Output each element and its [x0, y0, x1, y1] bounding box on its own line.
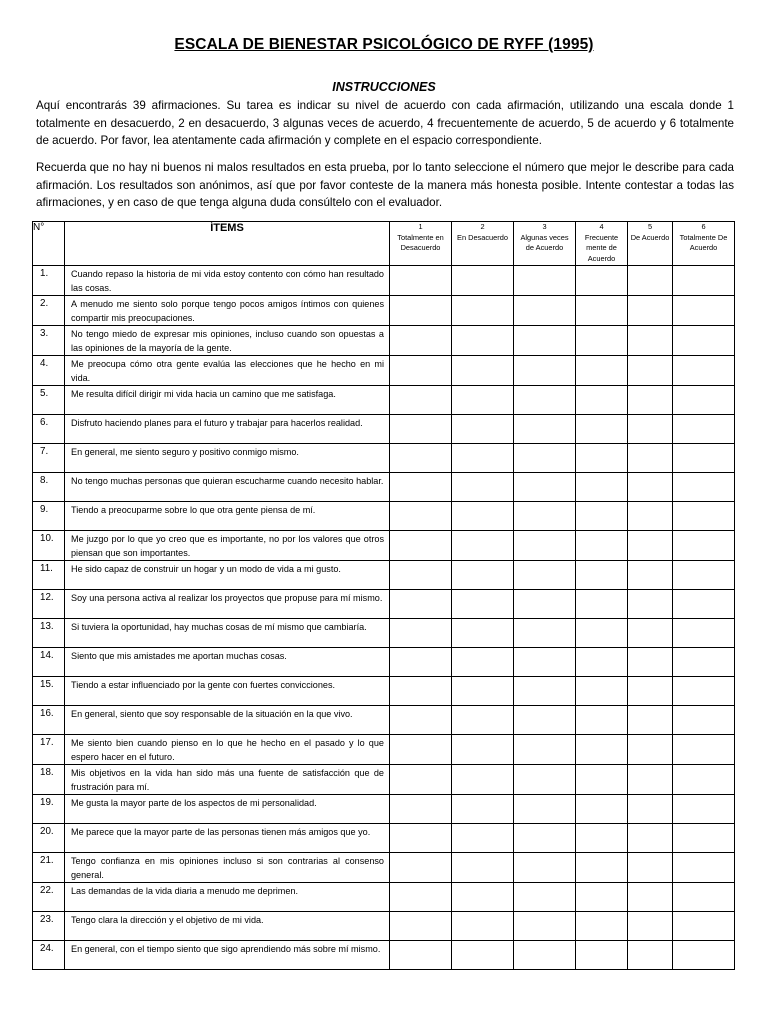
- response-cell-3[interactable]: [514, 619, 576, 648]
- item-number: 20.: [33, 824, 65, 853]
- response-cell-1[interactable]: [390, 941, 452, 970]
- response-cell-2[interactable]: [452, 386, 514, 415]
- table-row: [33, 590, 735, 619]
- response-cell-1[interactable]: [390, 266, 452, 296]
- scale-header-5: [628, 222, 673, 266]
- item-statement: Me parece que la mayor parte de las personas tienen más amigos que yo.: [65, 824, 390, 853]
- item-statement: Tengo clara la dirección y el objetivo de mi vida.: [65, 912, 390, 941]
- response-cell-1[interactable]: [390, 735, 452, 765]
- response-cell-6[interactable]: [673, 296, 735, 326]
- table-row: [33, 619, 735, 648]
- table-row: [33, 912, 735, 941]
- response-cell-1[interactable]: [390, 706, 452, 735]
- table-row: [33, 266, 735, 296]
- item-statement: Cuando repaso la historia de mi vida estoy contento con cómo han resultado las cosas.: [65, 266, 390, 296]
- response-cell-1[interactable]: [390, 296, 452, 326]
- table-row: [33, 824, 735, 853]
- response-cell-4[interactable]: [576, 326, 628, 356]
- table-row: [33, 765, 735, 795]
- response-cell-5[interactable]: [628, 883, 673, 912]
- response-cell-2[interactable]: [452, 296, 514, 326]
- response-cell-2[interactable]: [452, 824, 514, 853]
- table-row: [33, 502, 735, 531]
- questionnaire-table: [32, 221, 735, 970]
- response-cell-5[interactable]: [628, 619, 673, 648]
- response-cell-3[interactable]: [514, 590, 576, 619]
- response-cell-1[interactable]: [390, 648, 452, 677]
- response-cell-2[interactable]: [452, 619, 514, 648]
- response-cell-1[interactable]: [390, 502, 452, 531]
- response-cell-6[interactable]: [673, 266, 735, 296]
- response-cell-2[interactable]: [452, 795, 514, 824]
- response-cell-5[interactable]: [628, 912, 673, 941]
- response-cell-3[interactable]: [514, 648, 576, 677]
- item-number: 11.: [33, 561, 65, 590]
- item-statement: En general, con el tiempo siento que sigo aprendiendo más sobre mí mismo.: [65, 941, 390, 970]
- table-header-row: [33, 222, 735, 266]
- response-cell-5[interactable]: [628, 853, 673, 883]
- response-cell-4[interactable]: [576, 883, 628, 912]
- item-statement: Tiendo a estar influenciado por la gente con fuertes convicciones.: [65, 677, 390, 706]
- item-number: 8.: [33, 473, 65, 502]
- item-number: 4.: [33, 356, 65, 386]
- item-statement: No tengo muchas personas que quieran escucharme cuando necesito hablar.: [65, 473, 390, 502]
- response-cell-4[interactable]: [576, 795, 628, 824]
- response-cell-4[interactable]: [576, 386, 628, 415]
- scale-label: De Acuerdo: [630, 232, 670, 242]
- response-cell-6[interactable]: [673, 735, 735, 765]
- item-statement: En general, me siento seguro y positivo conmigo mismo.: [65, 444, 390, 473]
- response-cell-3[interactable]: [514, 706, 576, 735]
- response-cell-1[interactable]: [390, 912, 452, 941]
- response-cell-3[interactable]: [514, 296, 576, 326]
- response-cell-2[interactable]: [452, 444, 514, 473]
- item-statement: Siento que mis amistades me aportan muchas cosas.: [65, 648, 390, 677]
- table-row: [33, 531, 735, 561]
- response-cell-4[interactable]: [576, 561, 628, 590]
- response-cell-6[interactable]: [673, 619, 735, 648]
- response-cell-1[interactable]: [390, 386, 452, 415]
- item-number: 9.: [33, 502, 65, 531]
- item-number: 5.: [33, 386, 65, 415]
- response-cell-3[interactable]: [514, 677, 576, 706]
- item-number: 22.: [33, 883, 65, 912]
- response-cell-5[interactable]: [628, 677, 673, 706]
- response-cell-4[interactable]: [576, 502, 628, 531]
- item-number: 18.: [33, 765, 65, 795]
- response-cell-1[interactable]: [390, 883, 452, 912]
- response-cell-5[interactable]: [628, 735, 673, 765]
- response-cell-5[interactable]: [628, 502, 673, 531]
- item-number: 16.: [33, 706, 65, 735]
- table-row: [33, 386, 735, 415]
- response-cell-6[interactable]: [673, 765, 735, 795]
- scale-label: En Desacuerdo: [457, 232, 508, 242]
- item-statement: Disfruto haciendo planes para el futuro y trabajar para hacerlos realidad.: [65, 415, 390, 444]
- response-cell-2[interactable]: [452, 415, 514, 444]
- response-cell-6[interactable]: [673, 415, 735, 444]
- response-cell-4[interactable]: [576, 590, 628, 619]
- response-cell-2[interactable]: [452, 941, 514, 970]
- table-row: [33, 735, 735, 765]
- table-row: [33, 296, 735, 326]
- scale-header-6: [673, 222, 735, 266]
- response-cell-3[interactable]: [514, 502, 576, 531]
- response-cell-2[interactable]: [452, 706, 514, 735]
- response-cell-1[interactable]: [390, 824, 452, 853]
- item-statement: Soy una persona activa al realizar los proyectos que propuse para mí mismo.: [65, 590, 390, 619]
- response-cell-6[interactable]: [673, 444, 735, 473]
- scale-header-1: [390, 222, 452, 266]
- item-statement: En general, siento que soy responsable de la situación en la que vivo.: [65, 706, 390, 735]
- response-cell-6[interactable]: [673, 677, 735, 706]
- scale-number: 2: [480, 222, 485, 231]
- response-cell-4[interactable]: [576, 677, 628, 706]
- response-cell-2[interactable]: [452, 853, 514, 883]
- response-cell-6[interactable]: [673, 531, 735, 561]
- response-cell-1[interactable]: [390, 444, 452, 473]
- instructions-heading: INSTRUCCIONES: [332, 80, 436, 94]
- response-cell-1[interactable]: [390, 590, 452, 619]
- response-cell-6[interactable]: [673, 326, 735, 356]
- item-number: 15.: [33, 677, 65, 706]
- item-number: 23.: [33, 912, 65, 941]
- response-cell-3[interactable]: [514, 415, 576, 444]
- table-row: [33, 677, 735, 706]
- table-row: [33, 648, 735, 677]
- table-row: [33, 473, 735, 502]
- response-cell-1[interactable]: [390, 356, 452, 386]
- scale-header-4: [576, 222, 628, 266]
- item-number: 17.: [33, 735, 65, 765]
- item-statement: Me juzgo por lo que yo creo que es importante, no por los valores que otros piensan que son importantes.: [65, 531, 390, 561]
- response-cell-2[interactable]: [452, 677, 514, 706]
- response-cell-1[interactable]: [390, 415, 452, 444]
- response-cell-6[interactable]: [673, 795, 735, 824]
- item-statement: He sido capaz de construir un hogar y un modo de vida a mi gusto.: [65, 561, 390, 590]
- response-cell-6[interactable]: [673, 824, 735, 853]
- response-cell-5[interactable]: [628, 473, 673, 502]
- table-row: [33, 941, 735, 970]
- response-cell-6[interactable]: [673, 706, 735, 735]
- item-number: 1.: [33, 266, 65, 296]
- table-row: [33, 883, 735, 912]
- response-cell-1[interactable]: [390, 677, 452, 706]
- scale-number: 3: [542, 222, 547, 231]
- scale-label: Totalmente en Desacuerdo: [397, 232, 444, 252]
- response-cell-1[interactable]: [390, 473, 452, 502]
- response-cell-5[interactable]: [628, 444, 673, 473]
- response-cell-3[interactable]: [514, 795, 576, 824]
- scale-label: Algunas veces de Acuerdo: [520, 232, 569, 252]
- item-statement: Me resulta difícil dirigir mi vida hacia un camino que me satisfaga.: [65, 386, 390, 415]
- scale-number: 6: [701, 222, 706, 231]
- item-number: 19.: [33, 795, 65, 824]
- table-body: [33, 266, 735, 970]
- response-cell-3[interactable]: [514, 735, 576, 765]
- response-cell-6[interactable]: [673, 561, 735, 590]
- item-statement: No tengo miedo de expresar mis opiniones, incluso cuando son opuestas a las opiniones de la mayoría de la gente.: [65, 326, 390, 356]
- response-cell-5[interactable]: [628, 561, 673, 590]
- item-number: 21.: [33, 853, 65, 883]
- response-cell-2[interactable]: [452, 326, 514, 356]
- scale-number: 5: [647, 222, 653, 231]
- response-cell-2[interactable]: [452, 912, 514, 941]
- response-cell-1[interactable]: [390, 326, 452, 356]
- response-cell-5[interactable]: [628, 266, 673, 296]
- response-cell-4[interactable]: [576, 853, 628, 883]
- item-number: 14.: [33, 648, 65, 677]
- response-cell-4[interactable]: [576, 415, 628, 444]
- scale-number: 4: [599, 222, 604, 231]
- item-number: 2.: [33, 296, 65, 326]
- response-cell-4[interactable]: [576, 266, 628, 296]
- item-number: 10.: [33, 531, 65, 561]
- response-cell-6[interactable]: [673, 853, 735, 883]
- response-cell-2[interactable]: [452, 883, 514, 912]
- item-number: 24.: [33, 941, 65, 970]
- response-cell-4[interactable]: [576, 735, 628, 765]
- response-cell-4[interactable]: [576, 706, 628, 735]
- scale-label: Totalmente De Acuerdo: [679, 232, 728, 252]
- response-cell-4[interactable]: [576, 765, 628, 795]
- scale-number: 1: [418, 222, 423, 231]
- table-row: [33, 795, 735, 824]
- response-cell-4[interactable]: [576, 296, 628, 326]
- response-cell-4[interactable]: [576, 473, 628, 502]
- table-row: [33, 444, 735, 473]
- item-statement: Me gusta la mayor parte de los aspectos de mi personalidad.: [65, 795, 390, 824]
- response-cell-5[interactable]: [628, 531, 673, 561]
- item-number: 7.: [33, 444, 65, 473]
- response-cell-5[interactable]: [628, 356, 673, 386]
- response-cell-3[interactable]: [514, 765, 576, 795]
- response-cell-3[interactable]: [514, 473, 576, 502]
- response-cell-3[interactable]: [514, 444, 576, 473]
- response-cell-6[interactable]: [673, 356, 735, 386]
- response-cell-3[interactable]: [514, 853, 576, 883]
- response-cell-2[interactable]: [452, 590, 514, 619]
- response-cell-6[interactable]: [673, 648, 735, 677]
- table-row: [33, 561, 735, 590]
- header-items: ÍTEMS: [65, 222, 390, 266]
- response-cell-3[interactable]: [514, 883, 576, 912]
- response-cell-4[interactable]: [576, 941, 628, 970]
- response-cell-5[interactable]: [628, 765, 673, 795]
- response-cell-4[interactable]: [576, 648, 628, 677]
- response-cell-5[interactable]: [628, 795, 673, 824]
- response-cell-1[interactable]: [390, 531, 452, 561]
- response-cell-4[interactable]: [576, 531, 628, 561]
- response-cell-6[interactable]: [673, 590, 735, 619]
- response-cell-1[interactable]: [390, 765, 452, 795]
- response-cell-6[interactable]: [673, 912, 735, 941]
- response-cell-5[interactable]: [628, 941, 673, 970]
- item-statement: Mis objetivos en la vida han sido más una fuente de satisfacción que de frustración para mí.: [65, 765, 390, 795]
- response-cell-2[interactable]: [452, 266, 514, 296]
- response-cell-3[interactable]: [514, 912, 576, 941]
- response-cell-4[interactable]: [576, 824, 628, 853]
- response-cell-3[interactable]: [514, 386, 576, 415]
- item-number: 3.: [33, 326, 65, 356]
- scale-header-2: [452, 222, 514, 266]
- response-cell-3[interactable]: [514, 326, 576, 356]
- table-row: [33, 706, 735, 735]
- scale-header-3: [514, 222, 576, 266]
- table-row: [33, 853, 735, 883]
- item-number: 13.: [33, 619, 65, 648]
- item-statement: Me siento bien cuando pienso en lo que he hecho en el pasado y lo que espero hacer en el futuro.: [65, 735, 390, 765]
- response-cell-6[interactable]: [673, 883, 735, 912]
- response-cell-2[interactable]: [452, 735, 514, 765]
- response-cell-5[interactable]: [628, 590, 673, 619]
- item-statement: Tengo confianza en mis opiniones incluso si son contrarias al consenso general.: [65, 853, 390, 883]
- header-number: N°: [33, 222, 65, 266]
- document-title: ESCALA DE BIENESTAR PSICOLÓGICO DE RYFF (1995): [174, 36, 594, 53]
- response-cell-3[interactable]: [514, 824, 576, 853]
- response-cell-2[interactable]: [452, 473, 514, 502]
- response-cell-5[interactable]: [628, 706, 673, 735]
- item-statement: Las demandas de la vida diaria a menudo me deprimen.: [65, 883, 390, 912]
- response-cell-5[interactable]: [628, 415, 673, 444]
- item-statement: Si tuviera la oportunidad, hay muchas cosas de mí mismo que cambiaría.: [65, 619, 390, 648]
- response-cell-6[interactable]: [673, 941, 735, 970]
- response-cell-5[interactable]: [628, 386, 673, 415]
- response-cell-1[interactable]: [390, 795, 452, 824]
- response-cell-2[interactable]: [452, 502, 514, 531]
- response-cell-6[interactable]: [673, 502, 735, 531]
- response-cell-2[interactable]: [452, 765, 514, 795]
- response-cell-1[interactable]: [390, 561, 452, 590]
- item-number: 12.: [33, 590, 65, 619]
- response-cell-4[interactable]: [576, 444, 628, 473]
- response-cell-2[interactable]: [452, 648, 514, 677]
- response-cell-5[interactable]: [628, 648, 673, 677]
- table-row: [33, 415, 735, 444]
- response-cell-4[interactable]: [576, 912, 628, 941]
- response-cell-2[interactable]: [452, 356, 514, 386]
- response-cell-3[interactable]: [514, 356, 576, 386]
- response-cell-5[interactable]: [628, 824, 673, 853]
- item-statement: A menudo me siento solo porque tengo pocos amigos íntimos con quienes compartir mis preocupaciones.: [65, 296, 390, 326]
- item-number: 6.: [33, 415, 65, 444]
- response-cell-3[interactable]: [514, 561, 576, 590]
- table-row: [33, 356, 735, 386]
- response-cell-4[interactable]: [576, 356, 628, 386]
- response-cell-1[interactable]: [390, 619, 452, 648]
- scale-label: Frecuente mente de Acuerdo: [584, 232, 619, 263]
- response-cell-3[interactable]: [514, 531, 576, 561]
- response-cell-3[interactable]: [514, 941, 576, 970]
- response-cell-6[interactable]: [673, 473, 735, 502]
- table-row: [33, 326, 735, 356]
- response-cell-5[interactable]: [628, 296, 673, 326]
- response-cell-6[interactable]: [673, 386, 735, 415]
- item-statement: Tiendo a preocuparme sobre lo que otra gente piensa de mí.: [65, 502, 390, 531]
- instructions-paragraph-2: Recuerda que no hay ni buenos ni malos resultados en esta prueba, por lo tanto seleccione el número que mejor le describe para cada afirmación. Los resultados son anónimos, así que por favor conteste de la manera más honesta posible. Intente contestar a todas las afirmaciones, y en caso de que tenga alguna duda consúltelo con el evaluador.: [36, 161, 734, 209]
- response-cell-5[interactable]: [628, 326, 673, 356]
- response-cell-1[interactable]: [390, 853, 452, 883]
- response-cell-3[interactable]: [514, 266, 576, 296]
- response-cell-2[interactable]: [452, 531, 514, 561]
- response-cell-2[interactable]: [452, 561, 514, 590]
- instructions-paragraph-1: Aquí encontrarás 39 afirmaciones. Su tarea es indicar su nivel de acuerdo con cada afirmación, utilizando una escala donde 1 totalmente en desacuerdo, 2 en desacuerdo, 3 algunas veces de acuerdo, 4 frecuentemente de acuerdo, 5 de acuerdo y 6 totalmente de acuerdo. Por favor, lea atentamente cada afirmación y complete en el espacio correspondiente.: [36, 99, 734, 147]
- response-cell-4[interactable]: [576, 619, 628, 648]
- item-statement: Me preocupa cómo otra gente evalúa las elecciones que he hecho en mi vida.: [65, 356, 390, 386]
